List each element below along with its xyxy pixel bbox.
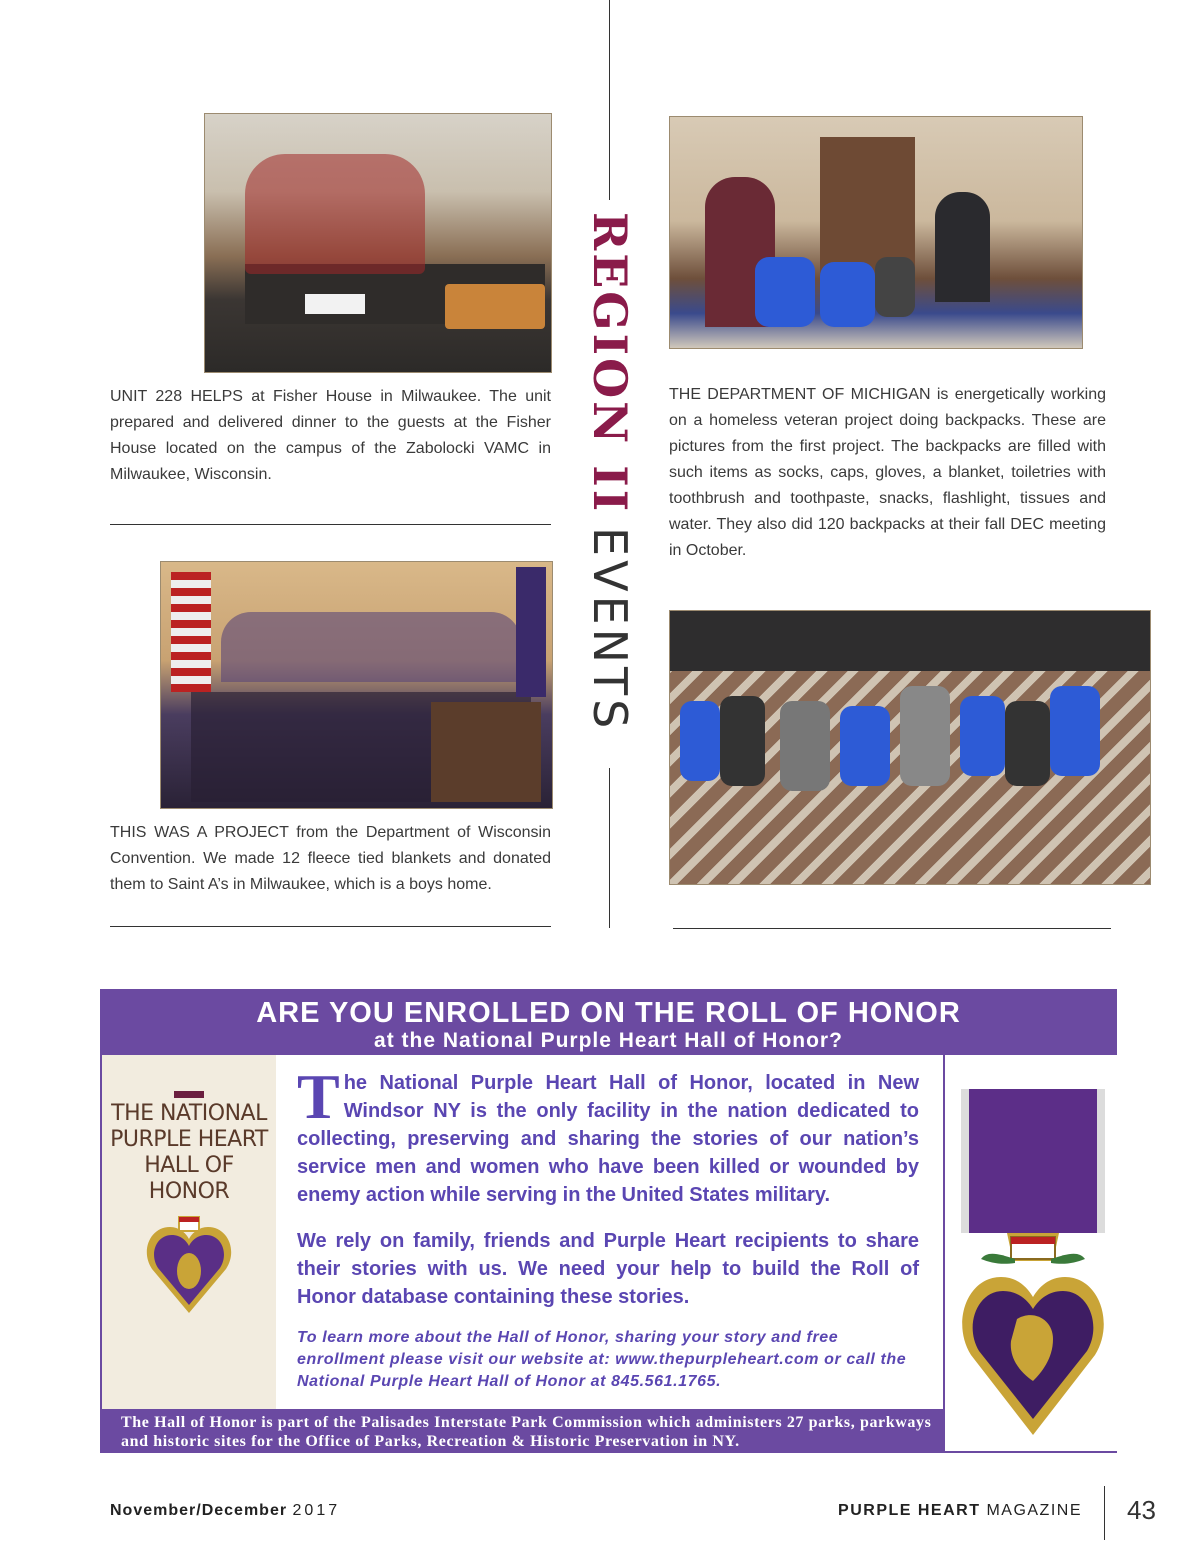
honor-body [297, 1061, 919, 1393]
magazine-name-bold: PURPLE HEART [838, 1502, 981, 1519]
honor-appeal: We rely on family, friends and Purple Heart recipients to share their stories with us. We need your help to build the Roll of Honor database containing these stories. [297, 1230, 919, 1308]
issue-year: 2017 [292, 1502, 341, 1519]
michigan-caption: THE DEPARTMENT OF MICHIGAN is energetically working on a homeless veteran project doing backpacks. These are pictures from the first project. The backpacks are filled with such items as socks, caps, gloves, a blanket, toiletries with toothbrush and toothpaste, snacks, flashlight, tissues and water. They also did 120 backpacks at their fall DEC meeting in October. [669, 386, 1106, 559]
wisconsin-caption: THIS WAS A PROJECT from the Department of Wisconsin Convention. We made 12 fleece tied blankets and donated them to Saint A’s in Milwaukee, which is a boys home. [110, 824, 551, 893]
region-label: REGION II [583, 212, 637, 515]
roll-of-honor-ad [100, 989, 1117, 1453]
honor-title: ARE YOU ENROLLED ON THE ROLL OF HONOR [256, 997, 961, 1029]
purple-heart-medal [943, 1055, 1117, 1451]
michigan-backpacks-photo-2 [669, 610, 1151, 885]
honor-intro-text: he National Purple Heart Hall of Honor, located in New Windsor NY is the only facility in the nation dedicated to collecting, preserving and sharing the stories of our nation’s service men and women who have been killed or wounded by enemy action while serving in the United States military. [297, 1072, 919, 1206]
divider [673, 928, 1111, 929]
divider [110, 524, 551, 525]
hall-of-honor-logo [102, 1055, 276, 1409]
divider [110, 926, 551, 927]
footer-divider [1104, 1486, 1105, 1540]
purple-heart-logo-icon [146, 1213, 232, 1317]
purple-heart-medal-icon [957, 1083, 1109, 1439]
fisher-house-caption: UNIT 228 HELPS at Fisher House in Milwaukee. The unit prepared and delivered dinner to the guests at the Fisher House located on the campus of the Zabolocki VAMC in Milwaukee, Wisconsin. [110, 388, 551, 483]
honor-contact: To learn more about the Hall of Honor, sharing your story and free enrollment please visit our website at: www.thepurpleheart.com or call the National Purple Heart Hall of Honor at 845.561.1765. [297, 1329, 907, 1390]
honor-subtitle: at the National Purple Heart Hall of Honor? [374, 1029, 843, 1052]
issue-date [110, 1502, 340, 1520]
honor-intro [297, 1061, 919, 1209]
michigan-backpacks-photo-1 [669, 116, 1083, 349]
center-line-top [609, 0, 610, 200]
fisher-house-photo [204, 113, 552, 373]
events-label: EVENTS [583, 527, 637, 733]
drop-cap: T [297, 1061, 340, 1132]
page-number: 43 [1127, 1495, 1156, 1525]
center-line-bottom [609, 768, 610, 928]
magazine-name [838, 1502, 1082, 1520]
section-label [583, 212, 637, 733]
honor-footer: The Hall of Honor is part of the Palisades Interstate Park Commission which administers 27 parks, parkways and historic sites for the Office of Parks, Recreation & Historic Preservation in NY. [102, 1409, 943, 1453]
logo-text: THE NATIONAL PURPLE HEART HALL OF HONOR [110, 1101, 268, 1204]
logo-bar [174, 1091, 204, 1098]
issue-month: November/December [110, 1502, 288, 1519]
magazine-name-light: MAGAZINE [986, 1502, 1082, 1519]
honor-header [102, 991, 1115, 1055]
wisconsin-blankets-photo [160, 561, 553, 809]
